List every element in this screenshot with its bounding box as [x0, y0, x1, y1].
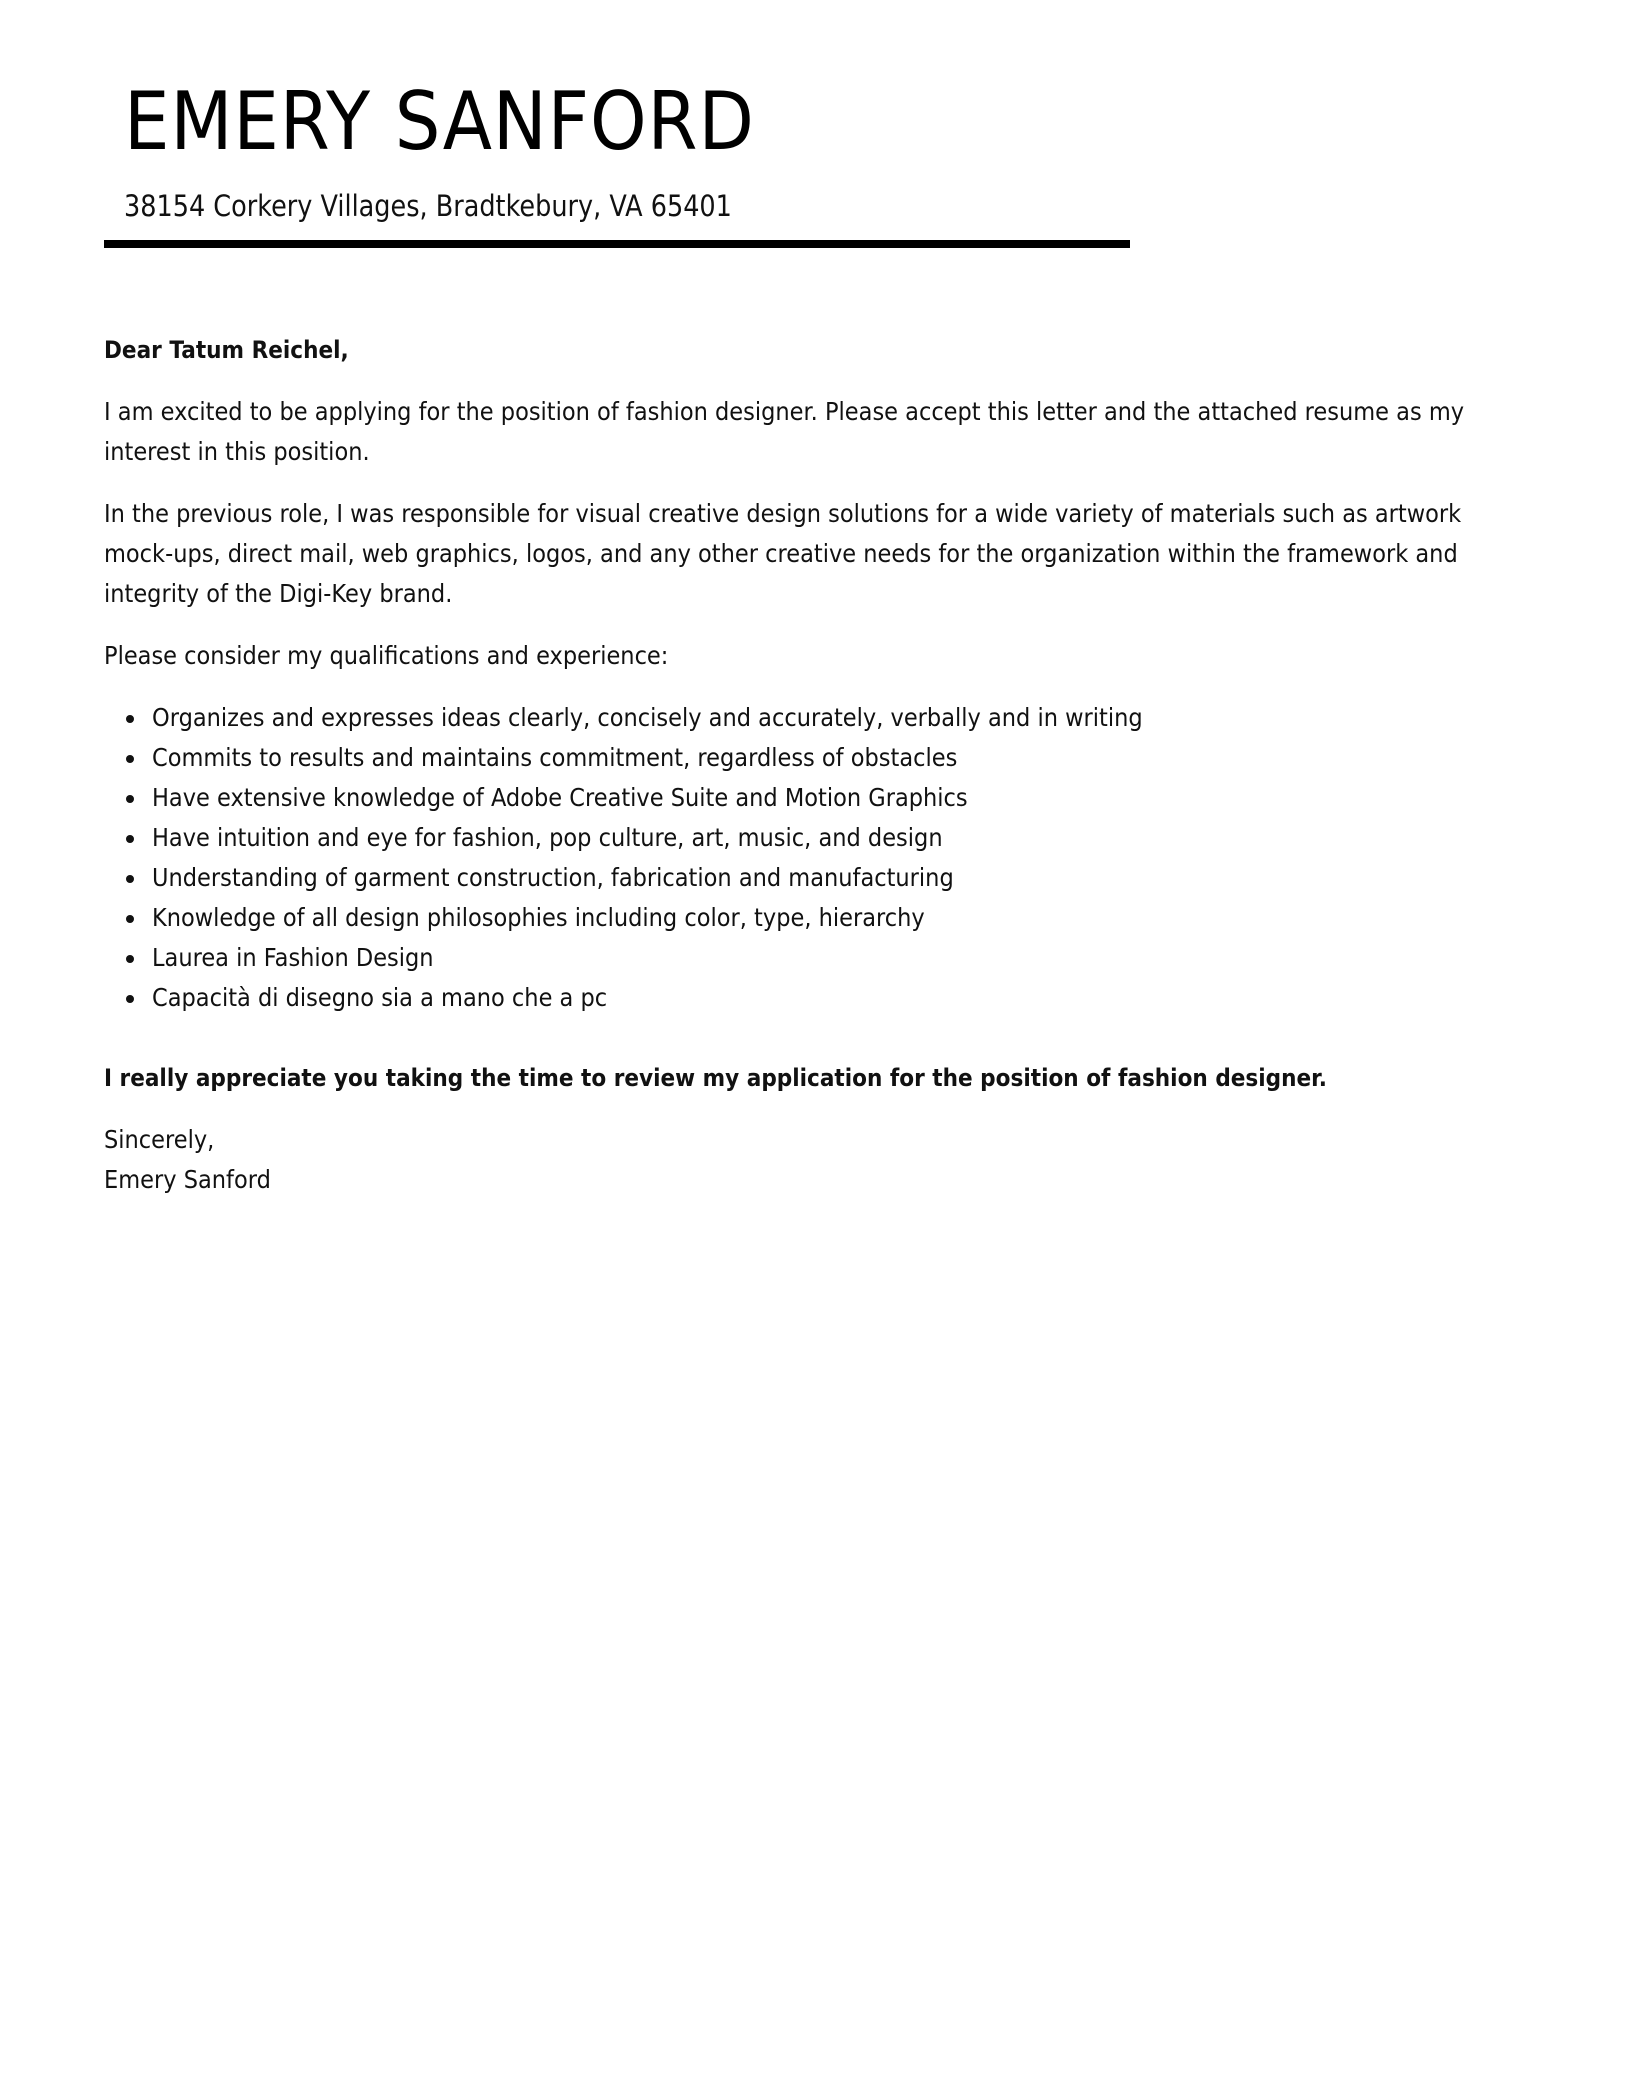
bullet-icon [126, 755, 134, 763]
applicant-name: EMERY SANFORD [124, 75, 755, 168]
list-item: Have intuition and eye for fashion, pop culture, art, music, and design [152, 818, 1484, 858]
list-item: Have extensive knowledge of Adobe Creative Suite and Motion Graphics [152, 778, 1484, 818]
list-item: Organizes and expresses ideas clearly, concisely and accurately, verbally and in writing [152, 698, 1484, 738]
qualifications-intro [104, 636, 1484, 676]
previous-role-text: In the previous role, I was responsible for visual creative design solutions for a wide variety of materials such as artwork mock-ups, direct mail, web graphics, logos, and any other creative needs for the organization within the framework and integrity of the Digi-Key brand. [104, 499, 1462, 608]
qualifications-intro-text: Please consider my qualifications and experience: [104, 641, 669, 670]
list-item: Laurea in Fashion Design [152, 938, 1484, 978]
list-item: Knowledge of all design philosophies including color, type, hierarchy [152, 898, 1484, 938]
list-item: Capacità di disegno sia a mano che a pc [152, 978, 1484, 1018]
bullet-icon [126, 795, 134, 803]
bullet-icon [126, 955, 134, 963]
letter-body [104, 330, 1484, 1200]
sign-off: Sincerely, [104, 1125, 215, 1154]
list-item: Understanding of garment construction, fabrication and manufacturing [152, 858, 1484, 898]
bullet-icon [126, 715, 134, 723]
qualifications-list [104, 698, 1484, 1018]
bullet-icon [126, 915, 134, 923]
letter-header [124, 72, 825, 226]
bullet-icon [126, 995, 134, 1003]
sign-off-block [104, 1120, 1484, 1200]
closing-statement [104, 1058, 1484, 1098]
salutation [104, 330, 1484, 370]
closing-statement-text: I really appreciate you taking the time to review my application for the position of fashion designer. [104, 1064, 1327, 1092]
intro-text: I am excited to be applying for the position of fashion designer. Please accept this letter and the attached resume as my interest in this position. [104, 397, 1465, 466]
applicant-address: 38154 Corkery Villages, Bradtkebury, VA 65401 [124, 189, 732, 223]
list-item: Commits to results and maintains commitment, regardless of obstacles [152, 738, 1484, 778]
intro-paragraph [104, 392, 1484, 472]
signature-name: Emery Sanford [104, 1165, 271, 1194]
salutation-text: Dear Tatum Reichel, [104, 336, 349, 364]
bullet-icon [126, 835, 134, 843]
bullet-icon [126, 875, 134, 883]
header-divider [104, 240, 1130, 248]
previous-role-paragraph [104, 494, 1484, 614]
